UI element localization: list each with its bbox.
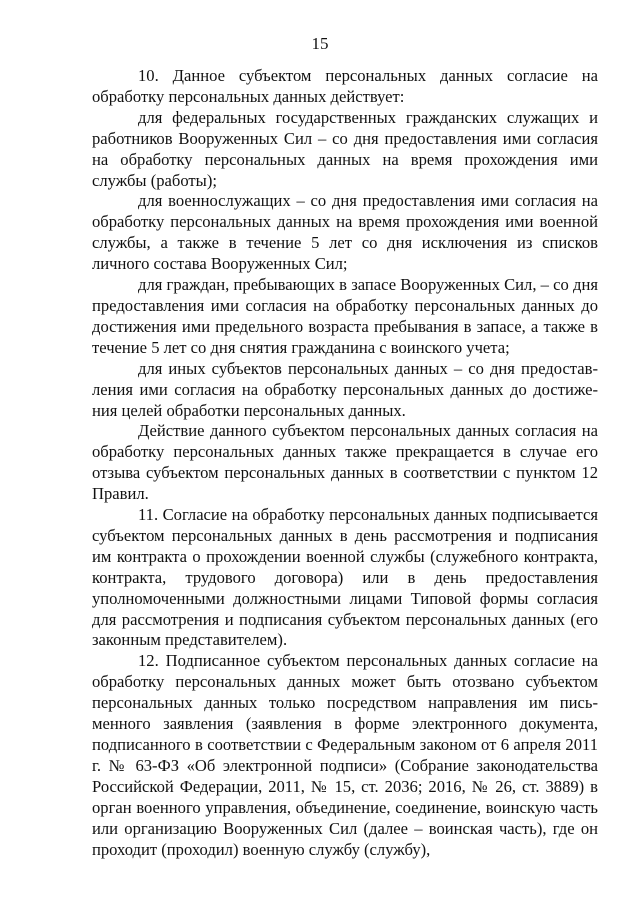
page-number: 15: [311, 34, 329, 53]
paragraph-10-reservists: для граждан, пребывающих в запасе Вооруженных Сил, – со дня предоставления ими согласия на обработку персональных данных до достижения ими предельного возраста пребывания в запасе, а также в течение 5 лет со дня снятия гражданина с воинского учета;: [92, 275, 598, 357]
paragraph-10-revocation: Действие данного субъектом персональных данных согласия на обработку персональных данных также прекращается в случае его отзыва субъектом персональных данных в соответствии с пунктом 12 Правил.: [92, 421, 598, 504]
paragraph-10-intro: 10. Данное субъектом персональных данных согласие на обработку персональных данных действует:: [92, 66, 598, 106]
paragraph-10-military-personnel: для военнослужащих – со дня предоставления ими согласия на обработку персональных данных на время прохождения ими военной службы, а также в течение 5 лет со дня исключения из списков личного состава Вооруженных Сил;: [92, 191, 598, 274]
paragraph-10-civil-servants: для федеральных государственных гражданских служащих и работников Вооруженных Сил – со дня предоставления ими согласия на обработку персональных данных на время прохождения ими службы (работы);: [92, 107, 598, 190]
paragraph-10-other-subjects: для иных субъектов персональных данных – со дня предоставления ими согласия на обработку персональных данных до достижения целей обработки персональных данных.: [92, 358, 598, 420]
document-body: [92, 66, 598, 860]
paragraph-12: 12. Подписанное субъектом персональных данных согласие на обработку персональных данных может быть отозвано субъектом персональных данных только посредством направления им письменного заявления (заявления в форме электронного документа, подписанного в соответствии с Федеральным законом от 6 апреля 2011 г. № 63-ФЗ «Об электронной подписи» (Собрание законодательства Российской Федерации, 2011, № 15, ст. 2036; 2016, № 26, ст. 3889) в орган военного управления, объединение, соединение, воинскую часть или организацию Вооруженных Сил (далее – воинская часть), где он проходит (проходил) военную службу (службу),: [92, 651, 598, 859]
paragraph-11: 11. Согласие на обработку персональных данных подписывается субъектом персональных данных в день рассмотрения и подписания им контракта о прохождении военной службы (служебного контракта, контракта, трудового договора) или в день предоставления уполномоченными должностными лицами Типовой формы согласия для рассмотрения и подписания субъектом персональных данных (его законным представителем).: [92, 505, 598, 650]
